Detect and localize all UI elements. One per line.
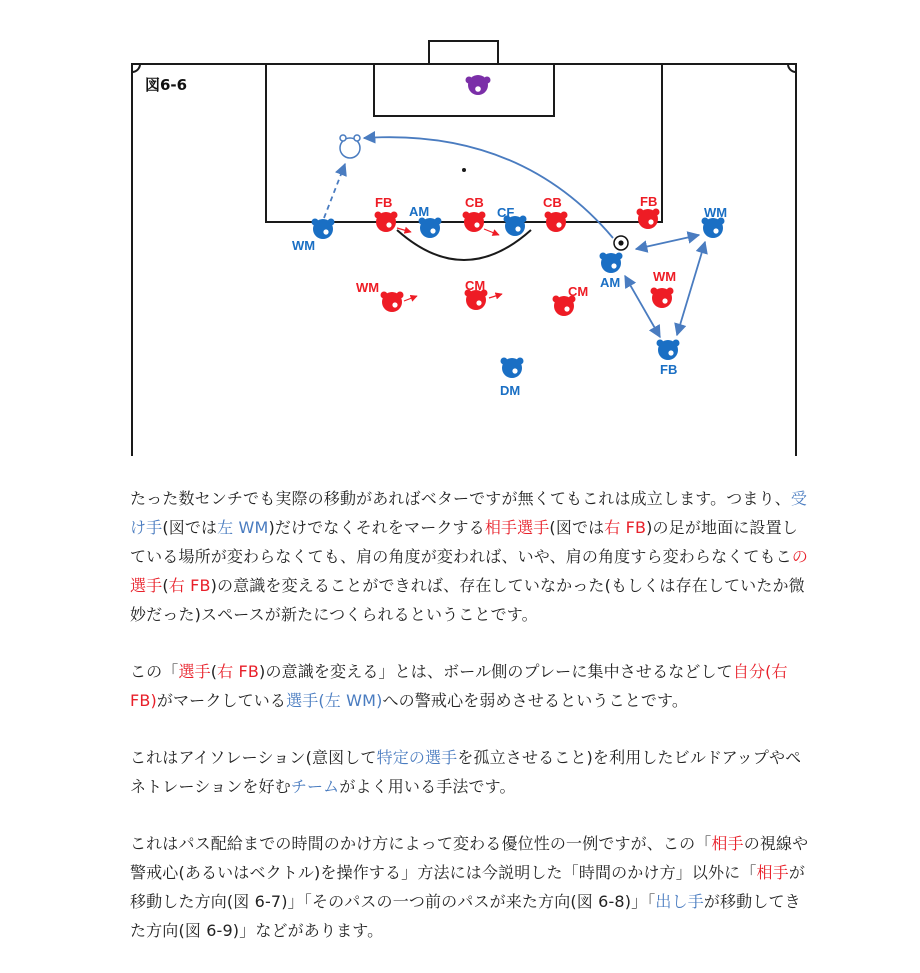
label-fb-blue: FB bbox=[660, 362, 678, 377]
label-wm-red-right: WM bbox=[653, 269, 677, 284]
link-receiver[interactable]: 受け手 bbox=[130, 489, 808, 537]
pass-am-fb bbox=[625, 276, 660, 337]
link-opponent-3[interactable]: 相手 bbox=[756, 863, 789, 882]
article-body bbox=[130, 484, 810, 973]
link-passer[interactable]: 出し手 bbox=[655, 892, 704, 911]
player-wm-red-right bbox=[651, 288, 674, 309]
paragraph-3: これはアイソレーション(意図して特定の選手を孤立させること)を利用したビルドアップやペネトレーションを好むチームがよく用いる手法です。 bbox=[130, 748, 802, 796]
penalty-spot bbox=[462, 168, 466, 172]
paragraph-1: たった数センチでも実際の移動があればベターですが無くてもこれは成立します。つまり、受け手(図では左 WM)だけでなくそれをマークする相手選手(図では右 FB)の足が地面に設置している場所が変わらなくても、肩の角度が変われば、いや、肩の角度すら変わらなくてもこの選手(右 FB)の意識を変えることができれば、存在していなかった(もしくは存在していたか微妙だった)スペースが新たにつくられるということです。 bbox=[130, 489, 808, 624]
label-cm-red-right: CM bbox=[568, 284, 589, 299]
label-dm: DM bbox=[500, 383, 521, 398]
label-cb-right: CB bbox=[543, 195, 562, 210]
pitch-diagram bbox=[0, 0, 920, 470]
link-player[interactable]: 選手 bbox=[178, 662, 211, 681]
goalkeeper-player bbox=[466, 75, 491, 95]
figure-label: 図6-6 bbox=[145, 76, 188, 94]
link-this-player[interactable]: の選手 bbox=[130, 547, 808, 595]
label-cf: CF bbox=[497, 205, 515, 220]
label-am-right: AM bbox=[600, 275, 621, 290]
player-wm-red-left bbox=[381, 292, 404, 313]
penalty-area bbox=[266, 64, 662, 222]
label-wm-left: WM bbox=[292, 238, 316, 253]
goal bbox=[429, 41, 498, 64]
player-fb-blue bbox=[657, 340, 680, 361]
pass-am-wm bbox=[636, 235, 699, 249]
link-specific-player[interactable]: 特定の選手 bbox=[376, 748, 458, 767]
player-cb-left bbox=[463, 212, 486, 233]
player-dm bbox=[501, 358, 524, 379]
label-wm-red-left: WM bbox=[356, 280, 380, 295]
link-self[interactable]: 自分(右 FB) bbox=[130, 662, 788, 710]
link-opponent[interactable]: 相手選手 bbox=[484, 518, 550, 537]
player-wm-right bbox=[702, 218, 725, 239]
player-wm-left bbox=[312, 219, 335, 240]
paragraph-4: これはパス配給までの時間のかけ方によって変わる優位性の一例ですが、この「相手の視線や警戒心(あるいはベクトル)を操作する」方法には今説明した「時間のかけ方」以外に「相手が移動した方向(図 6-7)」「そのパスの一つ前のパスが来た方向(図 6-8)」「出し手が移動してきた方向(図 6-9)」などがあります。 bbox=[130, 834, 809, 940]
paragraph-2: この「選手(右 FB)の意識を変える」とは、ボール側のプレーに集中させるなどして自分(右 FB)がマークしている選手(左 WM)への警戒心を弱めさせるということです。 bbox=[130, 662, 788, 710]
goal-area bbox=[374, 64, 554, 116]
label-cb-left: CB bbox=[465, 195, 484, 210]
label-wm-right: WM bbox=[704, 205, 728, 220]
player-cb-right bbox=[545, 212, 568, 233]
ball bbox=[614, 236, 628, 250]
link-opponent-2[interactable]: 相手 bbox=[711, 834, 744, 853]
player-am-right bbox=[600, 253, 623, 274]
run-arrow-left-wm bbox=[324, 164, 345, 218]
link-marked-player[interactable]: 選手(左 WM) bbox=[286, 691, 383, 710]
player-am-left bbox=[419, 218, 442, 239]
ghost-wm-player bbox=[340, 135, 360, 158]
run-arrow-cb bbox=[484, 229, 499, 235]
corner-right bbox=[788, 64, 796, 72]
corner-left bbox=[132, 64, 140, 72]
pass-wm-fb bbox=[677, 242, 705, 335]
run-arrow-wm-red bbox=[404, 296, 417, 301]
link-team[interactable]: チーム bbox=[290, 777, 340, 796]
label-fb-red-right: FB bbox=[640, 194, 658, 209]
run-arrow-cm-red bbox=[489, 294, 502, 298]
player-fb-red-right bbox=[637, 209, 660, 230]
label-cm-red-left: CM bbox=[465, 278, 486, 293]
label-fb-red-left: FB bbox=[375, 195, 393, 210]
player-fb-red-left bbox=[375, 212, 398, 233]
label-am-left: AM bbox=[409, 204, 430, 219]
